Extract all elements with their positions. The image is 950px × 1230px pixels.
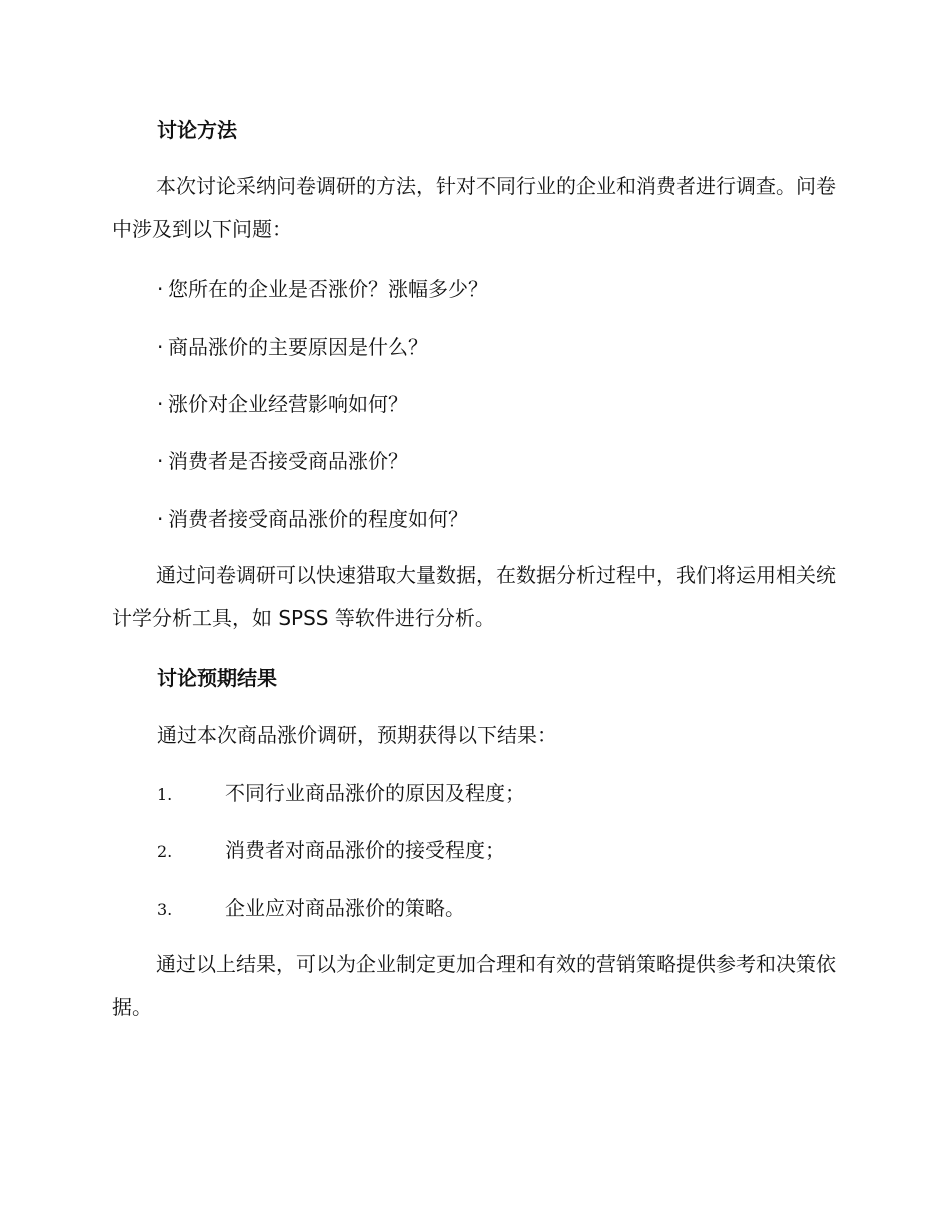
question-text: 消费者是否接受商品涨价？: [168, 449, 408, 473]
question-text: 涨价对企业经营影响如何？: [168, 392, 408, 416]
question-item: [157, 275, 488, 303]
results-intro: 通过本次商品涨价调研，预期获得以下结果：: [157, 723, 557, 747]
result-text: 消费者对商品涨价的接受程度；: [225, 838, 505, 862]
question-item: [157, 333, 428, 361]
method-intro-paragraph: 本次讨论采纳问卷调研的方法，针对不同行业的企业和消费者进行调查。问卷中涉及到以下问题：: [112, 174, 836, 241]
results-closing-paragraph: 通过以上结果，可以为企业制定更加合理和有效的营销策略提供参考和决策依据。: [112, 952, 836, 1019]
result-item: [157, 894, 465, 924]
method-closing-paragraph: 通过问卷调研可以快速猎取大量数据，在数据分析过程中，我们将运用相关统计学分析工具，如 SPSS 等软件进行分析。: [112, 563, 836, 630]
result-item: [157, 779, 525, 809]
question-item: [157, 447, 408, 475]
bullet-dot: ·: [157, 335, 164, 359]
result-number: 2.: [157, 842, 173, 861]
question-item: [157, 390, 408, 418]
bullet-dot: ·: [157, 449, 164, 473]
bullet-dot: ·: [157, 392, 164, 416]
question-item: [157, 505, 468, 533]
question-text: 商品涨价的主要原因是什么？: [168, 335, 428, 359]
result-number: 3.: [157, 900, 173, 919]
result-text: 企业应对商品涨价的策略。: [225, 896, 465, 920]
question-text: 消费者接受商品涨价的程度如何？: [168, 507, 468, 531]
result-text: 不同行业商品涨价的原因及程度；: [225, 781, 525, 805]
bullet-dot: ·: [157, 277, 164, 301]
section-heading-results: 讨论预期结果: [157, 666, 277, 690]
result-item: [157, 836, 505, 866]
question-text: 您所在的企业是否涨价？涨幅多少？: [168, 277, 488, 301]
section-heading-method: 讨论方法: [157, 118, 237, 142]
bullet-dot: ·: [157, 507, 164, 531]
result-number: 1.: [157, 785, 173, 804]
